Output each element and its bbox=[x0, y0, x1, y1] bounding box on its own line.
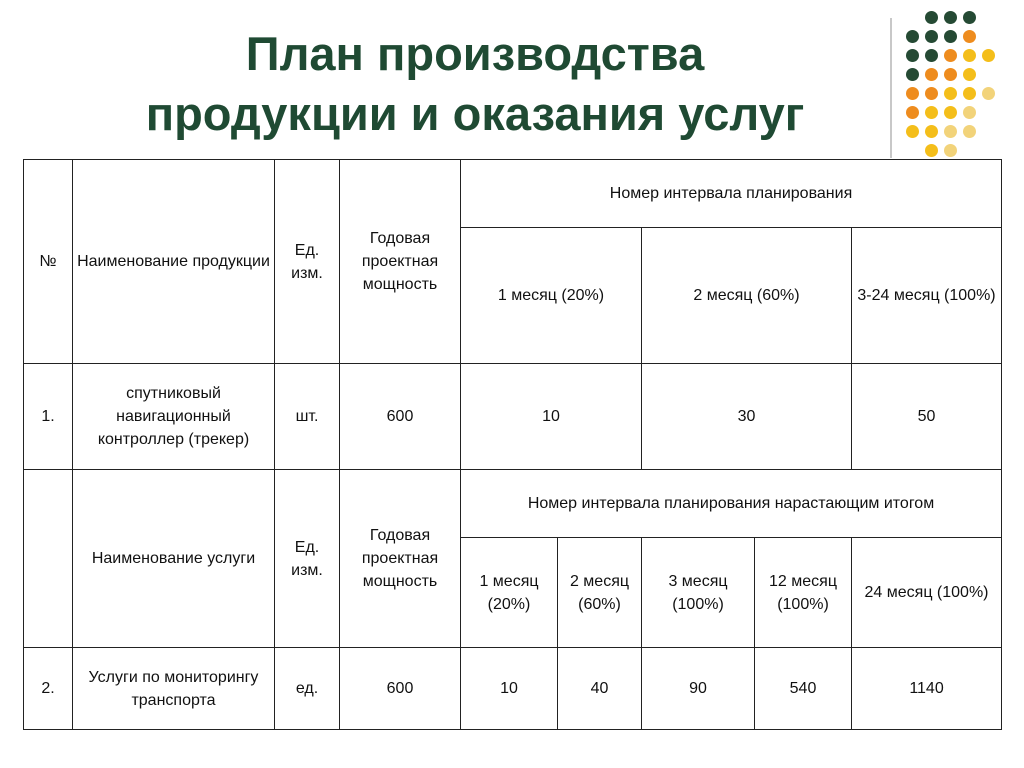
header2-capacity: Годовая проектная мощность bbox=[340, 470, 461, 648]
row-value-period-2: 30 bbox=[642, 364, 852, 470]
decorative-dot bbox=[906, 106, 919, 119]
row-value-period-3: 90 bbox=[642, 648, 755, 730]
title-line-2: продукции и оказания услуг bbox=[145, 87, 805, 140]
row-unit: ед. bbox=[275, 648, 340, 730]
decorative-dot bbox=[925, 68, 938, 81]
decorative-dot bbox=[963, 49, 976, 62]
decorative-dot bbox=[906, 30, 919, 43]
title-line-1: План производства bbox=[245, 27, 705, 80]
decorative-dot bbox=[963, 30, 976, 43]
header-period-3: 3-24 месяц (100%) bbox=[852, 228, 1002, 364]
decorative-dot bbox=[925, 125, 938, 138]
decorative-dot bbox=[944, 49, 957, 62]
production-plan-table bbox=[23, 159, 1002, 730]
decorative-dot bbox=[982, 49, 995, 62]
decorative-dot bbox=[906, 87, 919, 100]
decorative-dot bbox=[925, 11, 938, 24]
row-value-period-4: 540 bbox=[755, 648, 852, 730]
decorative-dot bbox=[963, 125, 976, 138]
table-header-row bbox=[24, 470, 1002, 538]
decorative-dot bbox=[944, 144, 957, 157]
header2-period-1: 1 месяц (20%) bbox=[461, 538, 558, 648]
header-product-name: Наименование продукции bbox=[73, 160, 275, 364]
row-unit: шт. bbox=[275, 364, 340, 470]
header-interval-title: Номер интервала планирования bbox=[461, 160, 1002, 228]
header2-unit: Ед. изм. bbox=[275, 470, 340, 648]
header-service-name: Наименование услуги bbox=[73, 470, 275, 648]
decorative-dot bbox=[963, 87, 976, 100]
row-service-name: Услуги по мониторингу транспорта bbox=[73, 648, 275, 730]
header2-period-5: 24 месяц (100%) bbox=[852, 538, 1002, 648]
slide-title bbox=[60, 24, 890, 144]
header2-period-4: 12 месяц (100%) bbox=[755, 538, 852, 648]
decorative-dot bbox=[982, 87, 995, 100]
header2-interval-title: Номер интервала планирования нарастающим итогом bbox=[461, 470, 1002, 538]
decorative-dot bbox=[925, 106, 938, 119]
header2-number-empty bbox=[24, 470, 73, 648]
row-number: 2. bbox=[24, 648, 73, 730]
decorative-divider bbox=[890, 18, 892, 158]
table-row bbox=[24, 648, 1002, 730]
decorative-dot bbox=[906, 49, 919, 62]
decorative-dot bbox=[944, 87, 957, 100]
decorative-dot bbox=[925, 30, 938, 43]
decorative-dot bbox=[925, 144, 938, 157]
decorative-dot bbox=[963, 106, 976, 119]
decorative-dot bbox=[944, 106, 957, 119]
table-row bbox=[24, 364, 1002, 470]
row-value-period-2: 40 bbox=[558, 648, 642, 730]
row-value-period-1: 10 bbox=[461, 364, 642, 470]
row-product-name: спутниковый навигационный контроллер (трекер) bbox=[73, 364, 275, 470]
row-value-period-3: 50 bbox=[852, 364, 1002, 470]
header-period-1: 1 месяц (20%) bbox=[461, 228, 642, 364]
decorative-dot bbox=[925, 87, 938, 100]
row-value-period-5: 1140 bbox=[852, 648, 1002, 730]
decorative-dot bbox=[963, 68, 976, 81]
row-capacity: 600 bbox=[340, 364, 461, 470]
row-value-period-1: 10 bbox=[461, 648, 558, 730]
decorative-dot bbox=[944, 125, 957, 138]
row-number: 1. bbox=[24, 364, 73, 470]
decorative-dot bbox=[944, 30, 957, 43]
decorative-dot bbox=[944, 68, 957, 81]
decorative-dot bbox=[906, 68, 919, 81]
decorative-dot bbox=[944, 11, 957, 24]
table-header-row bbox=[24, 160, 1002, 228]
decorative-dot bbox=[906, 125, 919, 138]
decorative-dot bbox=[925, 49, 938, 62]
row-capacity: 600 bbox=[340, 648, 461, 730]
header-unit: Ед. изм. bbox=[275, 160, 340, 364]
header2-period-3: 3 месяц (100%) bbox=[642, 538, 755, 648]
header-number: № bbox=[24, 160, 73, 364]
header-period-2: 2 месяц (60%) bbox=[642, 228, 852, 364]
header-capacity: Годовая проектная мощность bbox=[340, 160, 461, 364]
header2-period-2: 2 месяц (60%) bbox=[558, 538, 642, 648]
decorative-dot bbox=[963, 11, 976, 24]
